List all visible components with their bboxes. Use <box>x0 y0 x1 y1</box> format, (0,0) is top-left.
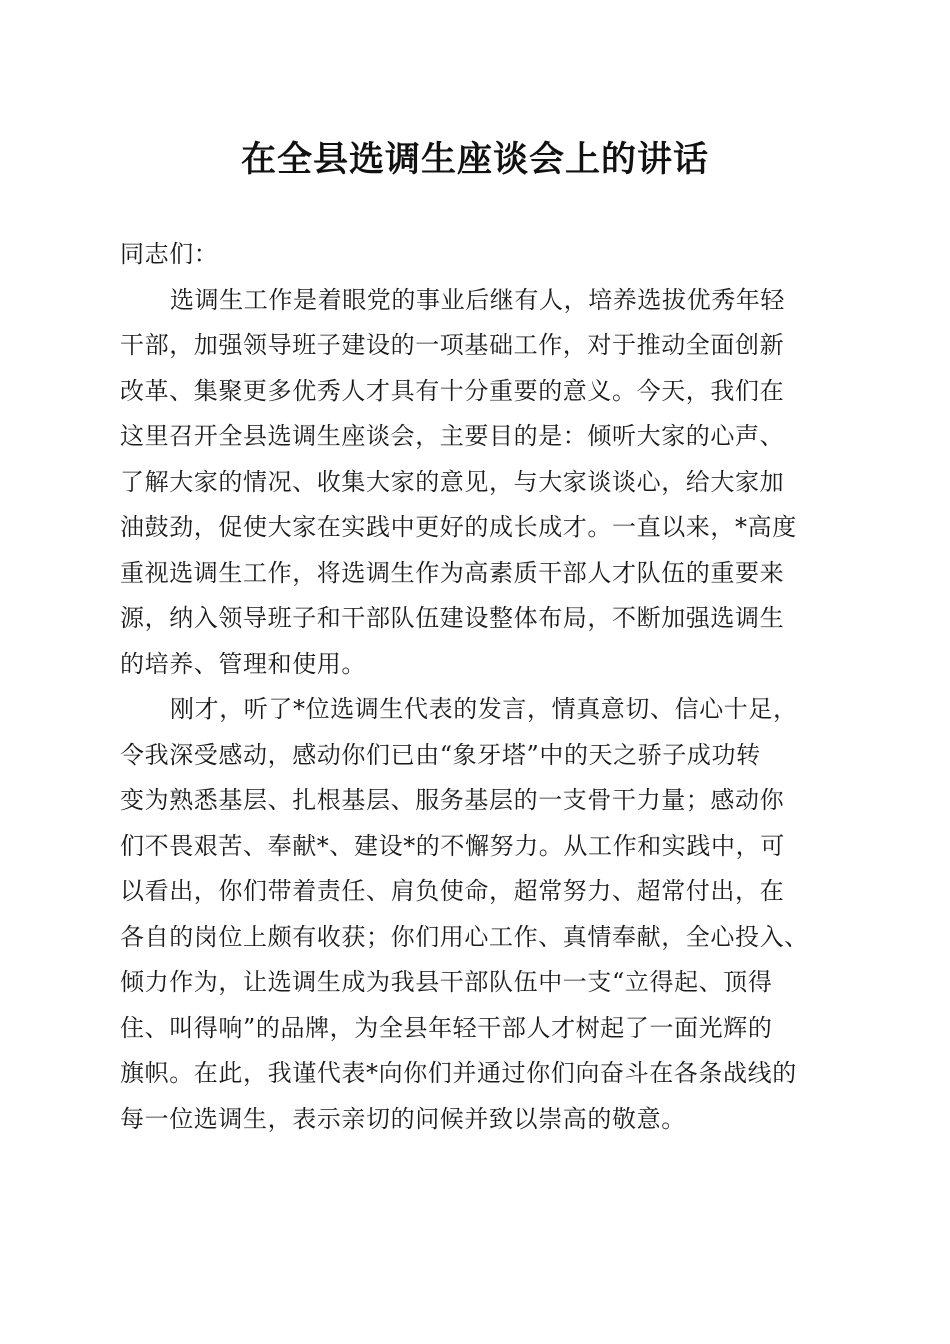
paragraph-line: 每一位选调生，表示亲切的问候并致以崇高的敬意。 <box>120 1104 686 1133</box>
paragraph-line: 各自的岗位上颇有收获；你们用心工作、真情奉献，全心投入、 <box>120 922 809 951</box>
salutation: 同志们： <box>120 240 219 268</box>
document-title: 在全县选调生座谈会上的讲话 <box>240 139 709 180</box>
paragraph-line: 改革、集聚更多优秀人才具有十分重要的意义。今天，我们在 <box>120 376 785 405</box>
paragraph-line: 油鼓劲，促使大家在实践中更好的成长成才。一直以来，*高度 <box>120 513 797 541</box>
paragraph-2 <box>120 687 840 1142</box>
paragraph-line: 这里召开全县选调生座谈会，主要目的是：倾听大家的心声、 <box>120 422 785 450</box>
paragraph-line: 重视选调生工作，将选调生作为高素质干部人才队伍的重要来 <box>120 558 785 587</box>
paragraph-line: 刚才，听了*位选调生代表的发言，情真意切、信心十足， <box>170 695 798 723</box>
paragraph-line: 旗帜。在此，我谨代表*向你们并通过你们向奋斗在各条战线的 <box>120 1059 797 1087</box>
paragraph-line: 住、叫得响”的品牌，为全县年轻干部人才树起了一面光辉的 <box>120 1013 773 1042</box>
paragraph-line: 干部，加强领导班子建设的一项基础工作，对于推动全面创新 <box>120 331 785 359</box>
paragraph-line: 了解大家的情况、收集大家的意见，与大家谈谈心，给大家加 <box>120 467 785 496</box>
paragraph-line: 的培养、管理和使用。 <box>120 649 366 678</box>
paragraph-line: 源，纳入领导班子和干部队伍建设整体布局，不断加强选调生 <box>120 604 785 632</box>
paragraph-line: 令我深受感动，感动你们已由“象牙塔”中的天之骄子成功转 <box>120 740 761 769</box>
paragraph-line: 变为熟悉基层、扎根基层、服务基层的一支骨干力量；感动你 <box>120 786 785 814</box>
paragraph-line: 以看出，你们带着责任、肩负使命，超常努力、超常付出，在 <box>120 877 785 905</box>
paragraph-line: 倾力作为，让选调生成为我县干部队伍中一支“立得起、顶得 <box>120 968 773 996</box>
paragraph-line: 们不畏艰苦、奉献*、建设*的不懈努力。从工作和实践中，可 <box>120 831 785 860</box>
document-body <box>120 232 840 1142</box>
paragraph-line: 选调生工作是着眼党的事业后继有人，培养选拔优秀年轻 <box>170 285 785 314</box>
paragraph-1 <box>120 278 840 688</box>
